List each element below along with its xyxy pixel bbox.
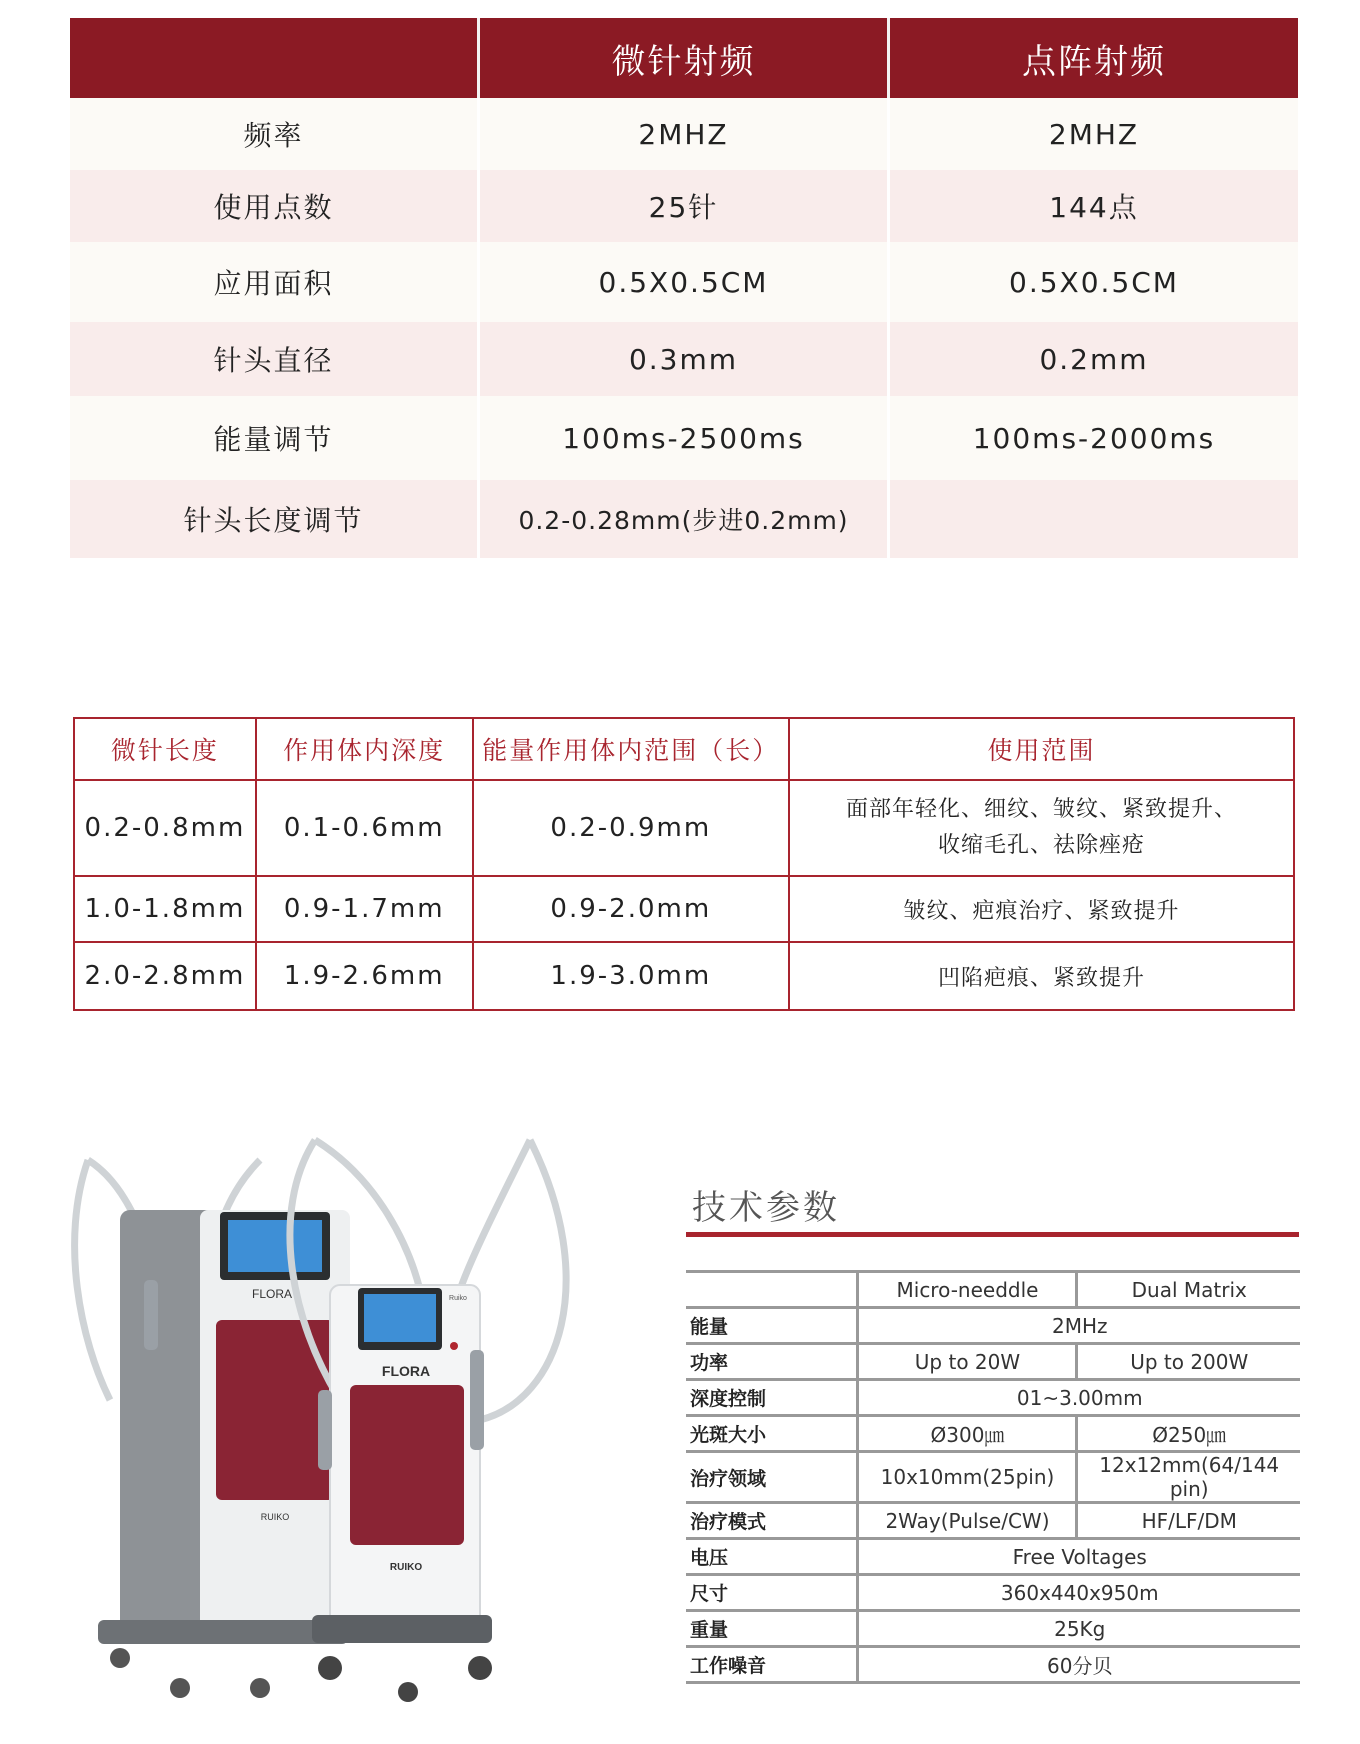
table-row [70, 396, 1298, 480]
cell-energy-range: 0.2-0.9mm [473, 780, 790, 876]
row-label: 应用面积 [213, 267, 334, 300]
table-row [70, 170, 1298, 242]
row-value-microneedle: 0.2-0.28mm(步进0.2mm) [477, 480, 887, 558]
row-value-microneedle: 100ms-2500ms [477, 396, 887, 480]
row-value-fractional: 2MHZ [887, 98, 1298, 170]
spec-label: 尺寸 [686, 1575, 858, 1611]
spec-title-underline [686, 1232, 1299, 1237]
header-needle-length: 微针长度 [74, 718, 256, 780]
cell-depth: 0.9-1.7mm [256, 876, 473, 942]
header-depth: 作用体内深度 [256, 718, 473, 780]
table-header-row [70, 18, 1298, 98]
row-value-fractional: 0.2mm [887, 322, 1298, 396]
header-microneedle-rf: 微针射频 [477, 18, 887, 98]
spec-row [686, 1416, 1300, 1452]
spec-row [686, 1452, 1300, 1503]
row-label: 针头长度调节 [183, 504, 364, 537]
spec-label: 光斑大小 [686, 1416, 858, 1452]
cable-back-left [75, 1160, 110, 1400]
usage-line-2: 收缩毛孔、祛除痤疮 [938, 833, 1146, 858]
table-row [70, 480, 1298, 558]
back-machine-maker: RUIKO [260, 1512, 290, 1522]
spec-label: 能量 [686, 1308, 858, 1344]
spec-value: 25Kg [858, 1611, 1300, 1647]
spec-row [686, 1611, 1300, 1647]
spec-label: 功率 [686, 1344, 858, 1380]
spec-header-dual-matrix: Dual Matrix [1077, 1272, 1300, 1308]
row-value-fractional [887, 480, 1298, 558]
caster-wheel [398, 1682, 418, 1702]
cell-energy-range: 1.9-3.0mm [473, 942, 790, 1010]
spec-row [686, 1380, 1300, 1416]
front-machine-maker: RUIKO [389, 1562, 423, 1573]
row-value-microneedle: 25针 [477, 170, 887, 242]
front-machine-panel [350, 1385, 464, 1545]
row-value-fractional: 100ms-2000ms [887, 396, 1298, 480]
spec-header-microneedle: Micro-needdle [858, 1272, 1077, 1308]
spec-value-dual-matrix: HF/LF/DM [1077, 1503, 1300, 1539]
back-machine-base [98, 1620, 348, 1644]
front-machine-screen [364, 1294, 436, 1342]
spec-value: 60分贝 [858, 1647, 1300, 1683]
needle-depth-table [73, 717, 1295, 1011]
row-label: 针头直径 [213, 344, 334, 377]
table-row [70, 242, 1298, 322]
spec-row [686, 1308, 1300, 1344]
cell-needle-length: 2.0-2.8mm [74, 942, 256, 1010]
front-handpiece-right [470, 1350, 484, 1450]
table-row [70, 98, 1298, 170]
spec-row [686, 1575, 1300, 1611]
rf-machines-illustration [40, 1120, 640, 1740]
spec-row [686, 1344, 1300, 1380]
spec-value-dual-matrix: Up to 200W [1077, 1344, 1300, 1380]
row-value-microneedle: 0.3mm [477, 322, 887, 396]
table-row [70, 322, 1298, 396]
cell-depth: 0.1-0.6mm [256, 780, 473, 876]
spec-row [686, 1647, 1300, 1683]
back-handpiece [144, 1280, 158, 1350]
rf-comparison-table [70, 18, 1298, 558]
cable-front-far [480, 1140, 566, 1420]
cell-depth: 1.9-2.6mm [256, 942, 473, 1010]
spec-value: 01~3.00mm [858, 1380, 1300, 1416]
spec-label: 治疗模式 [686, 1503, 858, 1539]
caster-wheel [250, 1678, 270, 1698]
spec-value-dual-matrix: Ø250㎛ [1077, 1416, 1300, 1452]
row-value-fractional: 0.5X0.5CM [887, 242, 1298, 322]
header-energy-range: 能量作用体内范围（长） [473, 718, 790, 780]
front-machine-base [312, 1615, 492, 1643]
row-value-microneedle: 2MHZ [477, 98, 887, 170]
table-row [74, 942, 1294, 1010]
back-machine-screen [228, 1220, 322, 1272]
cell-usage [789, 780, 1294, 876]
spec-header-empty [686, 1272, 858, 1308]
caster-wheel [468, 1656, 492, 1680]
caster-wheel [170, 1678, 190, 1698]
spec-value-dual-matrix: 12x12mm(64/144 pin) [1077, 1452, 1300, 1503]
cell-needle-length: 0.2-0.8mm [74, 780, 256, 876]
spec-label: 深度控制 [686, 1380, 858, 1416]
front-handpiece-left [318, 1390, 332, 1470]
cell-usage: 凹陷疤痕、紧致提升 [789, 942, 1294, 1010]
spec-table [686, 1270, 1300, 1684]
caster-wheel [318, 1656, 342, 1680]
cell-needle-length: 1.0-1.8mm [74, 876, 256, 942]
caster-wheel [110, 1648, 130, 1668]
spec-label: 重量 [686, 1611, 858, 1647]
spec-label: 电压 [686, 1539, 858, 1575]
table-row [74, 780, 1294, 876]
spec-row [686, 1539, 1300, 1575]
back-machine-brand: FLORA [251, 1287, 293, 1301]
spec-label: 工作噪音 [686, 1647, 858, 1683]
spec-header-row [686, 1272, 1300, 1308]
header-fractional-rf: 点阵射频 [887, 18, 1298, 98]
row-label: 频率 [243, 119, 304, 152]
cell-usage: 皱纹、疤痕治疗、紧致提升 [789, 876, 1294, 942]
front-machine-panel-brand: Ruiko [449, 1295, 467, 1302]
spec-title: 技术参数 [692, 1188, 840, 1228]
row-value-fractional: 144点 [887, 170, 1298, 242]
spec-row [686, 1503, 1300, 1539]
front-machine-brand: FLORA [381, 1363, 431, 1379]
spec-value: 360x440x950m [858, 1575, 1300, 1611]
spec-value-microneedle: Up to 20W [858, 1344, 1077, 1380]
spec-label: 治疗领域 [686, 1452, 858, 1503]
cable-front-right [460, 1140, 530, 1290]
row-value-microneedle: 0.5X0.5CM [477, 242, 887, 322]
row-label: 使用点数 [213, 191, 334, 224]
table-header-row [74, 718, 1294, 780]
table-row [74, 876, 1294, 942]
header-usage: 使用范围 [789, 718, 1294, 780]
spec-value-microneedle: Ø300㎛ [858, 1416, 1077, 1452]
spec-value: Free Voltages [858, 1539, 1300, 1575]
cell-energy-range: 0.9-2.0mm [473, 876, 790, 942]
spec-value-microneedle: 2Way(Pulse/CW) [858, 1503, 1077, 1539]
usage-line-1: 面部年轻化、细纹、皱纹、紧致提升、 [846, 797, 1238, 822]
power-button [450, 1342, 458, 1350]
spec-value-microneedle: 10x10mm(25pin) [858, 1452, 1077, 1503]
header-cell-empty [70, 18, 477, 98]
spec-value: 2MHz [858, 1308, 1300, 1344]
row-label: 能量调节 [213, 423, 334, 456]
